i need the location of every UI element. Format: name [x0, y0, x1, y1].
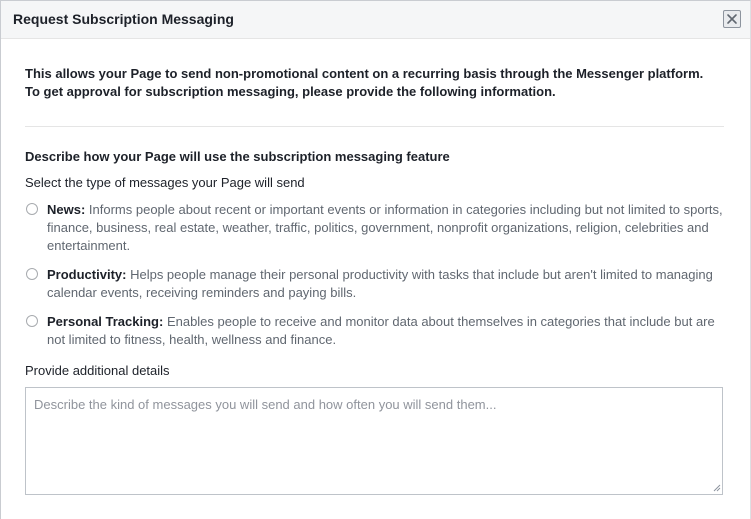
option-productivity-label: Productivity:: [47, 267, 131, 282]
intro-text: [25, 65, 724, 101]
additional-details-wrap: [25, 387, 724, 495]
section-title: Describe how your Page will use the subscription messaging feature: [25, 149, 450, 164]
option-news[interactable]: [25, 201, 724, 255]
divider: [25, 126, 724, 127]
radio-news[interactable]: [26, 203, 38, 215]
radio-productivity[interactable]: [26, 268, 38, 280]
section-subtitle: Select the type of messages your Page will send: [25, 175, 305, 190]
dialog-header: [1, 1, 750, 39]
close-icon[interactable]: [723, 10, 741, 28]
option-personal-tracking-label: Personal Tracking:: [47, 314, 167, 329]
additional-details-label: Provide additional details: [25, 363, 170, 378]
intro-line-1: This allows your Page to send non-promotional content on a recurring basis through the Messenger platform.: [25, 66, 704, 81]
option-personal-tracking[interactable]: [25, 313, 724, 349]
option-productivity-description: Helps people manage their personal productivity with tasks that include but aren't limited to managing calendar events, receiving reminders and paying bills.: [47, 267, 713, 300]
resize-grip-icon[interactable]: [713, 484, 721, 492]
additional-details-textarea[interactable]: [25, 387, 723, 495]
radio-personal-tracking[interactable]: [26, 315, 38, 327]
option-productivity[interactable]: [25, 266, 724, 302]
option-news-description: Informs people about recent or important events or information in categories including but not limited to sports, finance, business, real estate, weather, traffic, politics, government, nonprofit organizations, religion, celebrities and entertainment.: [47, 202, 723, 253]
dialog-body: [1, 65, 750, 495]
intro-line-2: To get approval for subscription messaging, please provide the following information.: [25, 84, 556, 99]
option-news-label: News:: [47, 202, 89, 217]
option-personal-tracking-description: Enables people to receive and monitor data about themselves in categories that include but are not limited to fitness, health, wellness and finance.: [47, 314, 715, 347]
dialog-title: Request Subscription Messaging: [13, 11, 234, 27]
